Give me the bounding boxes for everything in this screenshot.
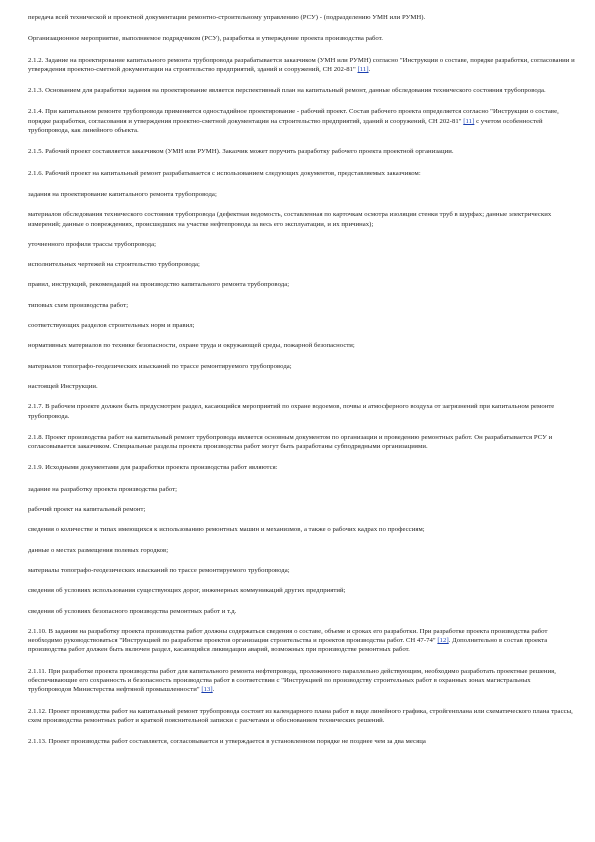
- paragraph-text: 2.1.2. Задание на проектирование капитального ремонта трубопровода разрабатывается заказчиком (УМН или РУМН) согласно "Инструкции о составе, порядке разработки, согласовании и утверждения проектно-сметной документации на строительство предприятий, зданий и сооружений, СН 202-81": [28, 56, 575, 73]
- list-item: исполнительных чертежей на строительство трубопровода;: [28, 261, 200, 269]
- paragraph-text-end: . Дополнительно в состав проекта производства работ должен быть включен раздел, касающийся ликвидации аварий, возможных при производстве ремонтных работ.: [28, 637, 548, 654]
- paragraph-2-1-5: 2.1.5. Рабочий проект составляется заказчиком (УМН или РУМН). Заказчик может поручить разработку рабочего проекта проектной организации.: [28, 148, 454, 156]
- list-item: типовых схем производства работ;: [28, 301, 129, 309]
- list-item: сведения об условиях использования существующих дорог, инженерных коммуникаций других предприятий;: [28, 587, 346, 595]
- list-item: сведения об условиях безопасного производства ремонтных работ и т.д.: [28, 607, 237, 615]
- paragraph-2-1-4: [28, 107, 575, 135]
- paragraph-2-1-12: 2.1.12. Проект производства работ на капитальный ремонт трубопровода состоит из календарного плана работ в виде линейного графика, стройгенплана или схематического плана трассы, схем производства ремонтных работ и краткой пояснительной записки с расчетами и обоснованием технических решений.: [28, 707, 573, 724]
- list-item: данные о местах размещения полевых городков;: [28, 546, 169, 554]
- list-item: задание на разработку проекта производства работ;: [28, 485, 178, 493]
- list-item: правил, инструкций, рекомендаций на производство капитального ремонта трубопровода;: [28, 281, 290, 289]
- paragraph-0: передача всей технической и проектной документации ремонтно-строительному управлению (РСУ) - (подразделению УМН или РУМН).: [28, 14, 426, 21]
- paragraph-text: 2.1.11. При разработке проекта производства работ для капитального ремонта нефтепровода, проложенного параллельно действующим, необходимо разработать проектные решения, обеспечивающие его сохранность и безопасность производства работ в соответствии с "Инструкцией по производству строительных работ в охранных зонах магистральных трубопроводов Министерства нефтяной промышленности": [28, 667, 557, 694]
- list-item: рабочий проект на капитальный ремонт;: [28, 506, 146, 514]
- paragraph-text: 2.1.10. В задании на разработку проекта производства работ должны содержаться сведения о составе, объеме и сроках его разработки. При разработке проекта производства работ необходимо руководствоваться "Инструкцией по разработке проектов организации строительства и проектов производства работ. СН 47-74": [28, 627, 548, 645]
- list-item: настоящей Инструкции.: [28, 382, 98, 390]
- paragraph-2-1-3: 2.1.3. Основанием для разработки задания на проектирование является перспективный план на капитальный ремонт, данные обследования технического состояния трубопровода.: [28, 87, 546, 95]
- paragraph-text-end: с учетом особенностей трубопровода, как линейного объекта.: [28, 117, 543, 135]
- list-item: соответствующих разделов строительных норм и правил;: [28, 322, 195, 330]
- list-item: уточненного профиля трассы трубопровода;: [28, 240, 157, 248]
- paragraph-1: Организационное мероприятие, выполняемое подрядчиком (РСУ), разработка и утверждение проекта производства работ.: [28, 35, 383, 43]
- paragraph-2-1-6: 2.1.6. Рабочий проект на капитальный ремонт разрабатывается с использованием следующих документов, представляемых заказчиком:: [28, 169, 421, 177]
- reference-link[interactable]: [13]: [201, 686, 213, 694]
- list-item: материалов обследования технического состояния трубопровода (дефектная ведомость, составленная по карточкам осмотра изоляции стенки труб в шурфах; данные электрических измерений; данные о повреждениях, происшедших на участке нефтепровода за весь его эксплуатации, и их причинах);: [28, 211, 552, 228]
- reference-link[interactable]: [11]: [357, 65, 369, 73]
- paragraph-text-end: .: [368, 65, 371, 73]
- paragraph-text-end: .: [212, 686, 215, 694]
- paragraph-2-1-13: 2.1.13. Проект производства работ составляется, согласовывается и утверждается в установленном порядке не позднее чем за два месяца: [28, 738, 426, 746]
- list-item: задания на проектирование капитального ремонта трубопровода;: [28, 190, 217, 198]
- list-item: материалов топографо-геодезических изысканий по трассе ремонтируемого трубопровода;: [28, 362, 292, 370]
- paragraph-2-1-10: [28, 627, 575, 655]
- paragraph-text: 2.1.4. При капитальном ремонте трубопровода применяется одностадийное проектирование - рабочий проект. Состав рабочего проекта определяется согласно "Инструкции о составе, порядке разработки, согласования и утверждения проектно-сметной документации на строительство предприятий, зданий и сооружений, СН 202-81": [28, 108, 559, 125]
- reference-link[interactable]: [12]: [437, 637, 449, 645]
- paragraph-2-1-11: [28, 667, 575, 695]
- paragraph-2-1-7: 2.1.7. В рабочем проекте должен быть предусмотрен раздел, касающийся мероприятий по охране водоемов, почвы и атмосферного воздуха от загрязнений при капитальном ремонте трубопровода.: [28, 403, 555, 420]
- paragraph-2-1-2: [28, 56, 575, 75]
- reference-link[interactable]: [11]: [463, 117, 475, 125]
- paragraph-2-1-9: 2.1.9. Исходными документами для разработки проекта производства работ являются:: [28, 464, 278, 472]
- list-item: сведения о количестве и типах имеющихся к использованию ремонтных машин и механизмов, а также о рабочих кадрах по профессиям;: [28, 526, 425, 534]
- list-item: материалы топографо-геодезических изысканий по трассе ремонтируемого трубопровода;: [28, 566, 290, 574]
- list-item: нормативных материалов по технике безопасности, охране труда и окружающей среды, пожарной безопасности;: [28, 342, 355, 350]
- paragraph-2-1-8: 2.1.8. Проект производства работ на капитальный ремонт трубопровода является основным документом по организации и проведению ремонтных работ. Он разрабатывается РСУ и согласовывается заказчиком. Специальные разделы проекта производства работ могут быть разработаны субподрядными организациями.: [28, 433, 553, 451]
